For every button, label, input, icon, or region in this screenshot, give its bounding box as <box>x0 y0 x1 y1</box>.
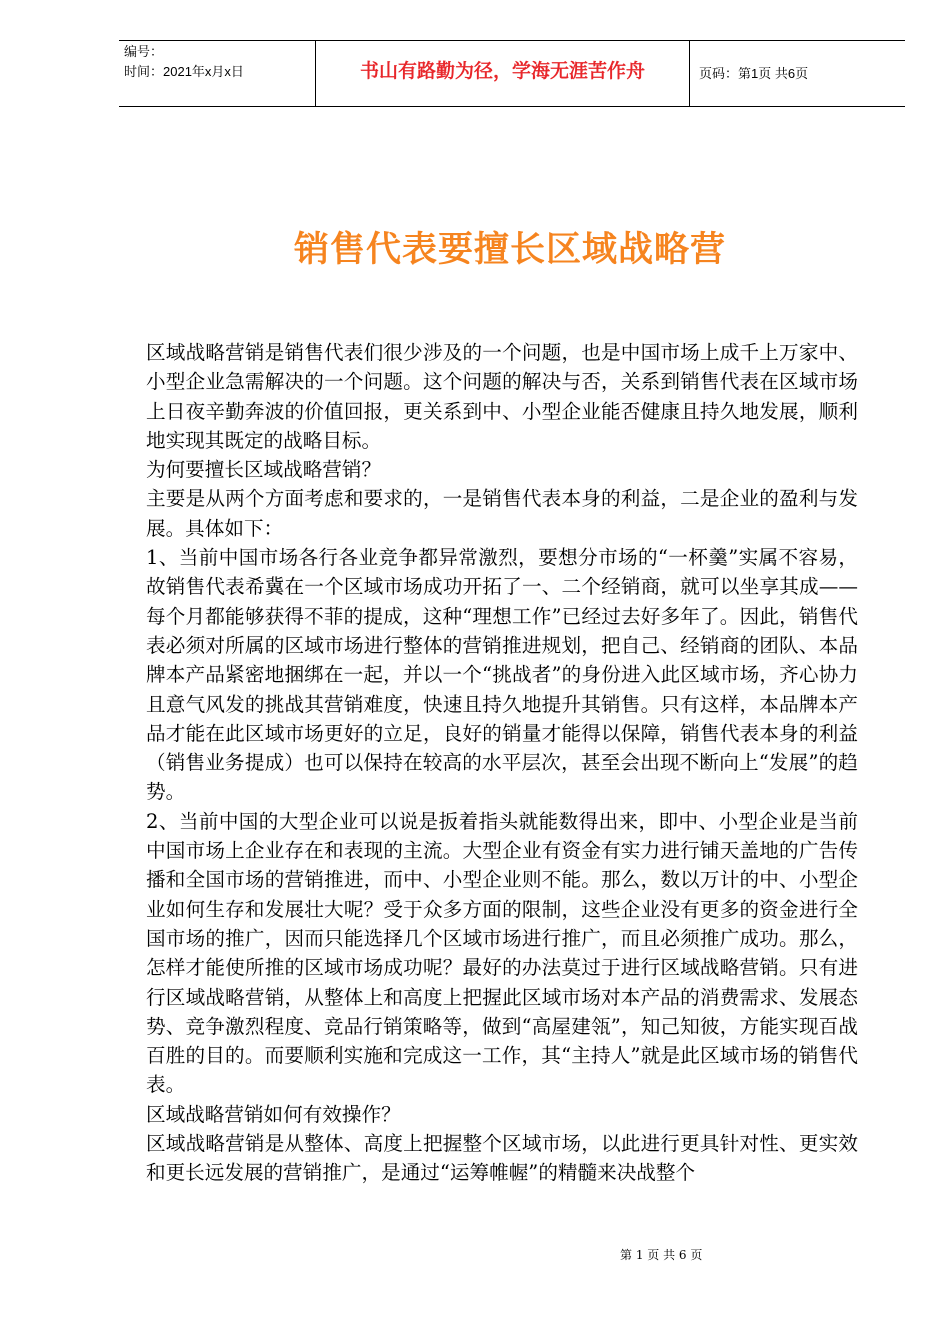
header-top-rule <box>119 40 905 41</box>
header-bottom-rule <box>119 106 905 107</box>
body-paragraph-operation: 区域战略营销是从整体、高度上把握整个区域市场，以此进行更具针对性、更实效和更长远发展的营销推广，是通过“运筹帷幄”的精髓来决战整个 <box>146 1132 858 1185</box>
body-paragraph-overview: 主要是从两个方面考虑和要求的，一是销售代表本身的利益，二是企业的盈利与发展。具体如下： <box>146 487 858 540</box>
body-paragraph-point-2: 2、当前中国的大型企业可以说是扳着指头就能数得出来，即中、小型企业是当前中国市场上企业存在和表现的主流。大型企业有资金有实力进行铺天盖地的广告传播和全国市场的营销推进，而中、小型企业则不能。那么，数以万计的中、小型企业如何生存和发展壮大呢？受于众多方面的限制，这些企业没有更多的资金进行全国市场的推广，因而只能选择几个区域市场进行推广，而且必须推广成功。那么，怎样才能使所推的区域市场成功呢？最好的办法莫过于进行区域战略营销。只有进行区域战略营销，从整体上和高度上把握此区域市场对本产品的消费需求、发展态势、竞争激烈程度、竞品行销策略等，做到“高屋建瓴”，知己知彼，方能实现百战百胜的目的。而要顺利实施和完成这一工作，其“主持人”就是此区域市场的销售代表。 <box>146 809 858 1097</box>
section-heading-how: 区域战略营销如何有效操作？ <box>146 1102 401 1126</box>
document-body <box>146 338 858 1188</box>
document-title: 销售代表要擅长区域战略营 <box>293 230 726 270</box>
footer-page-number: 第 1 页 共 6 页 <box>620 1248 703 1262</box>
serial-label: 编号： <box>124 44 164 59</box>
time-label: 时间：2021年x月x日 <box>124 64 244 79</box>
header-page-number: 页码：第1页 共6页 <box>699 66 809 81</box>
header-divider-right <box>689 40 690 106</box>
header-meta <box>124 42 244 82</box>
body-paragraph-intro: 区域战略营销是销售代表们很少涉及的一个问题，也是中国市场上成千上万家中、小型企业急需解决的一个问题。这个问题的解决与否，关系到销售代表在区域市场上日夜辛勤奔波的价值回报，更关系到中、小型企业能否健康且持久地发展，顺利地实现其既定的战略目标。 <box>146 341 858 452</box>
header-motto: 书山有路勤为径，学海无涯苦作舟 <box>359 60 645 82</box>
section-heading-why: 为何要擅长区域战略营销？ <box>146 458 382 482</box>
body-paragraph-point-1: 1、当前中国市场各行各业竞争都异常激烈，要想分市场的“一杯羹”实属不容易，故销售代表希冀在一个区域市场成功开拓了一、二个经销商，就可以坐享其成——每个月都能够获得不菲的提成，这种“理想工作”已经过去好多年了。因此，销售代表必须对所属的区域市场进行整体的营销推进规划，把自己、经销商的团队、本品牌本产品紧密地捆绑在一起，并以一个“挑战者”的身份进入此区域市场，齐心协力且意气风发的挑战其营销难度，快速且持久地提升其销售。只有这样，本品牌本产品才能在此区域市场更好的立足，良好的销量才能得以保障，销售代表本身的利益（销售业务提成）也可以保持在较高的水平层次，甚至会出现不断向上“发展”的趋势。 <box>146 546 858 804</box>
